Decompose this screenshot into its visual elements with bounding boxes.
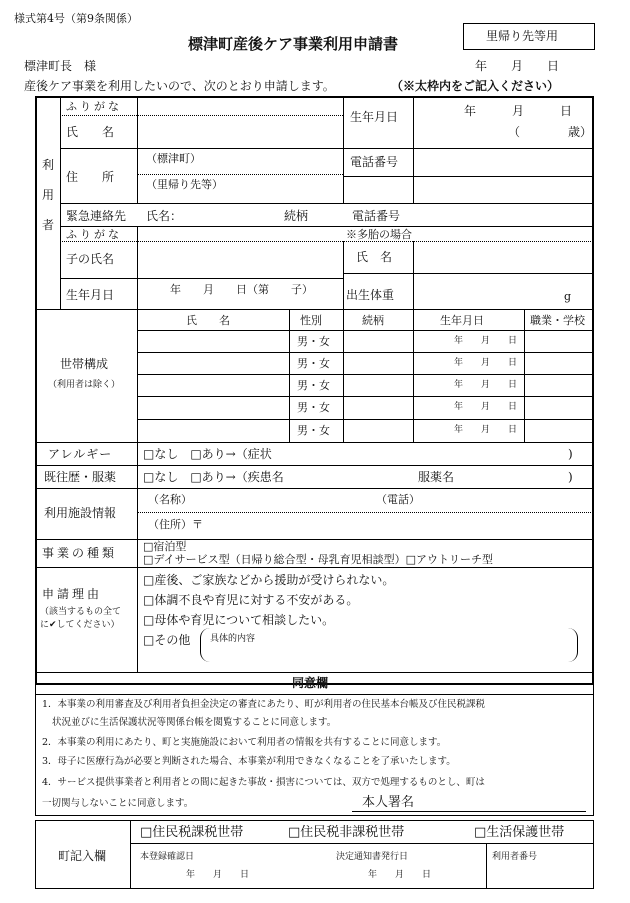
reason-sublabel2: に✔してください） <box>40 620 120 630</box>
office-tax2: □住民税非課税世帯 <box>288 825 405 840</box>
child-furigana-label: ふりがな <box>66 228 122 241</box>
allergy-close: ) <box>568 447 573 461</box>
reason-label: 申請理由 <box>42 587 103 601</box>
weight-unit: g <box>564 290 572 303</box>
facility-phone: （電話） <box>376 493 420 506</box>
reason-sublabel1: （該当するもの全て <box>40 607 122 617</box>
multiple-note: ※多胎の場合 <box>346 228 412 241</box>
reason-2[interactable]: □体調不良や育児に対する不安がある。 <box>143 593 359 607</box>
emergency-name: 氏名： <box>146 209 183 223</box>
consent-p1a: 1．本事業の利用審査及び利用者負担金決定の審査にあたり、町が利用者の住民基本台帳及び住民税課税 <box>42 699 486 710</box>
date-line: 年 月 日 <box>475 59 560 73</box>
hh-sex-3: 男・女 <box>297 379 330 392</box>
office-reg-label: 本登録確認日 <box>140 852 195 862</box>
address-home: （里帰り先等） <box>146 178 223 191</box>
hh-date-1: 年 月 日 <box>454 336 518 346</box>
emergency-label: 緊急連絡先 <box>66 209 127 223</box>
intro-note: （※太枠内をご記入ください） <box>391 79 560 93</box>
weight-label: 出生体重 <box>346 288 395 302</box>
hh-sex-2: 男・女 <box>297 357 330 370</box>
form-number: 様式第4号（第9条関係） <box>14 12 138 25</box>
allergy-value: □なし □あり→（症状 <box>143 447 272 461</box>
hh-date-4: 年 月 日 <box>454 402 518 412</box>
facility-label: 利用施設情報 <box>44 506 117 520</box>
child-name-label: 子の氏名 <box>66 252 115 266</box>
hh-header-birth: 生年月日 <box>440 314 484 327</box>
signature-label: 本人署名 <box>362 795 415 810</box>
history-close: ) <box>568 470 573 484</box>
consent-p1b: 状況並びに生活保護状況等関係台帳を閲覧することに同意します。 <box>52 717 337 728</box>
hh-header-name: 氏 名 <box>186 314 230 327</box>
office-label: 町記入欄 <box>58 849 107 863</box>
history-value: □なし □あり→（疾患名 <box>143 470 284 484</box>
birth-value: 年 月 日 <box>464 104 573 118</box>
household-label: 世帯構成 <box>60 357 109 371</box>
hh-header-job: 職業・学校 <box>530 314 585 327</box>
office-notice-label: 決定通知書発行日 <box>336 852 409 862</box>
household-sublabel: （利用者は除く） <box>48 380 121 390</box>
name-label: 氏 名 <box>66 125 115 139</box>
service-opt1[interactable]: □宿泊型 <box>143 540 187 553</box>
child-name2-label: 氏 名 <box>356 250 393 264</box>
office-tax1: □住民税課税世帯 <box>140 825 244 840</box>
facility-address: （住所）〒 <box>148 518 203 531</box>
hh-header-sex: 性別 <box>300 314 322 327</box>
reason-1[interactable]: □産後、ご家族などから援助が受けられない。 <box>143 573 395 587</box>
intro-text: 産後ケア事業を利用したいので、次のとおり申請します。 <box>24 79 335 93</box>
history-med: 服薬名 <box>418 470 455 484</box>
user-section-label: 利用者 <box>42 158 55 232</box>
reason-4[interactable]: □その他 <box>143 633 191 647</box>
hh-header-relation: 続柄 <box>362 314 384 327</box>
furigana-label: ふりがな <box>66 100 122 113</box>
hh-date-2: 年 月 日 <box>454 358 518 368</box>
office-notice-date: 年 月 日 <box>368 870 432 880</box>
address-label: 住 所 <box>66 170 115 184</box>
service-opt2[interactable]: □デイサービス型（日帰り総合型・母乳育児相談型）□アウトリーチ型 <box>143 553 494 566</box>
office-reg-date: 年 月 日 <box>186 870 250 880</box>
hh-sex-5: 男・女 <box>297 424 330 437</box>
birth-label: 生年月日 <box>350 110 399 124</box>
allergy-label: アレルギー <box>48 447 113 461</box>
office-user-no: 利用者番号 <box>492 852 538 862</box>
facility-name: （名称） <box>148 493 192 506</box>
child-birth-value: 年 月 日（第 子） <box>170 283 313 296</box>
hh-sex-1: 男・女 <box>297 335 330 348</box>
consent-p4b: 一切関与しないことに同意します。 <box>42 798 194 809</box>
stamp-label: 里帰り先等用 <box>486 29 559 43</box>
hh-sex-4: 男・女 <box>297 401 330 414</box>
reason-4-detail: 具体的内容 <box>210 634 256 644</box>
hh-date-3: 年 月 日 <box>454 380 518 390</box>
office-tax3: □生活保護世帯 <box>474 825 565 840</box>
signature-line[interactable] <box>352 811 586 812</box>
child-birth-label: 生年月日 <box>66 288 115 302</box>
addressee: 標津町長 様 <box>24 59 97 73</box>
emergency-phone: 電話番号 <box>352 209 401 223</box>
age-value: （ 歳） <box>508 125 593 139</box>
other-detail-bracket[interactable] <box>200 628 578 662</box>
consent-p2: 2．本事業の利用にあたり、町と実施施設において利用者の情報を共有することに同意します。 <box>42 737 447 748</box>
service-label: 事業の種類 <box>42 546 118 560</box>
emergency-relation: 続柄 <box>284 209 309 223</box>
consent-title: 同意欄 <box>292 676 329 690</box>
consent-p4a: 4．サービス提供事業者と利用者との間に起きた事故・損害については、双方で処理するものとし、町は <box>42 777 485 788</box>
consent-p3: 3．母子に医療行為が必要と判断された場合、本事業が利用できなくなることを了承いたします。 <box>42 756 456 767</box>
phone-label: 電話番号 <box>350 155 399 169</box>
history-label: 既往歴・服薬 <box>44 470 117 484</box>
address-town: （標津町） <box>146 152 201 165</box>
page-title: 標津町産後ケア事業利用申請書 <box>188 35 399 53</box>
reason-3[interactable]: □母体や育児について相談したい。 <box>143 613 335 627</box>
hh-date-5: 年 月 日 <box>454 425 518 435</box>
